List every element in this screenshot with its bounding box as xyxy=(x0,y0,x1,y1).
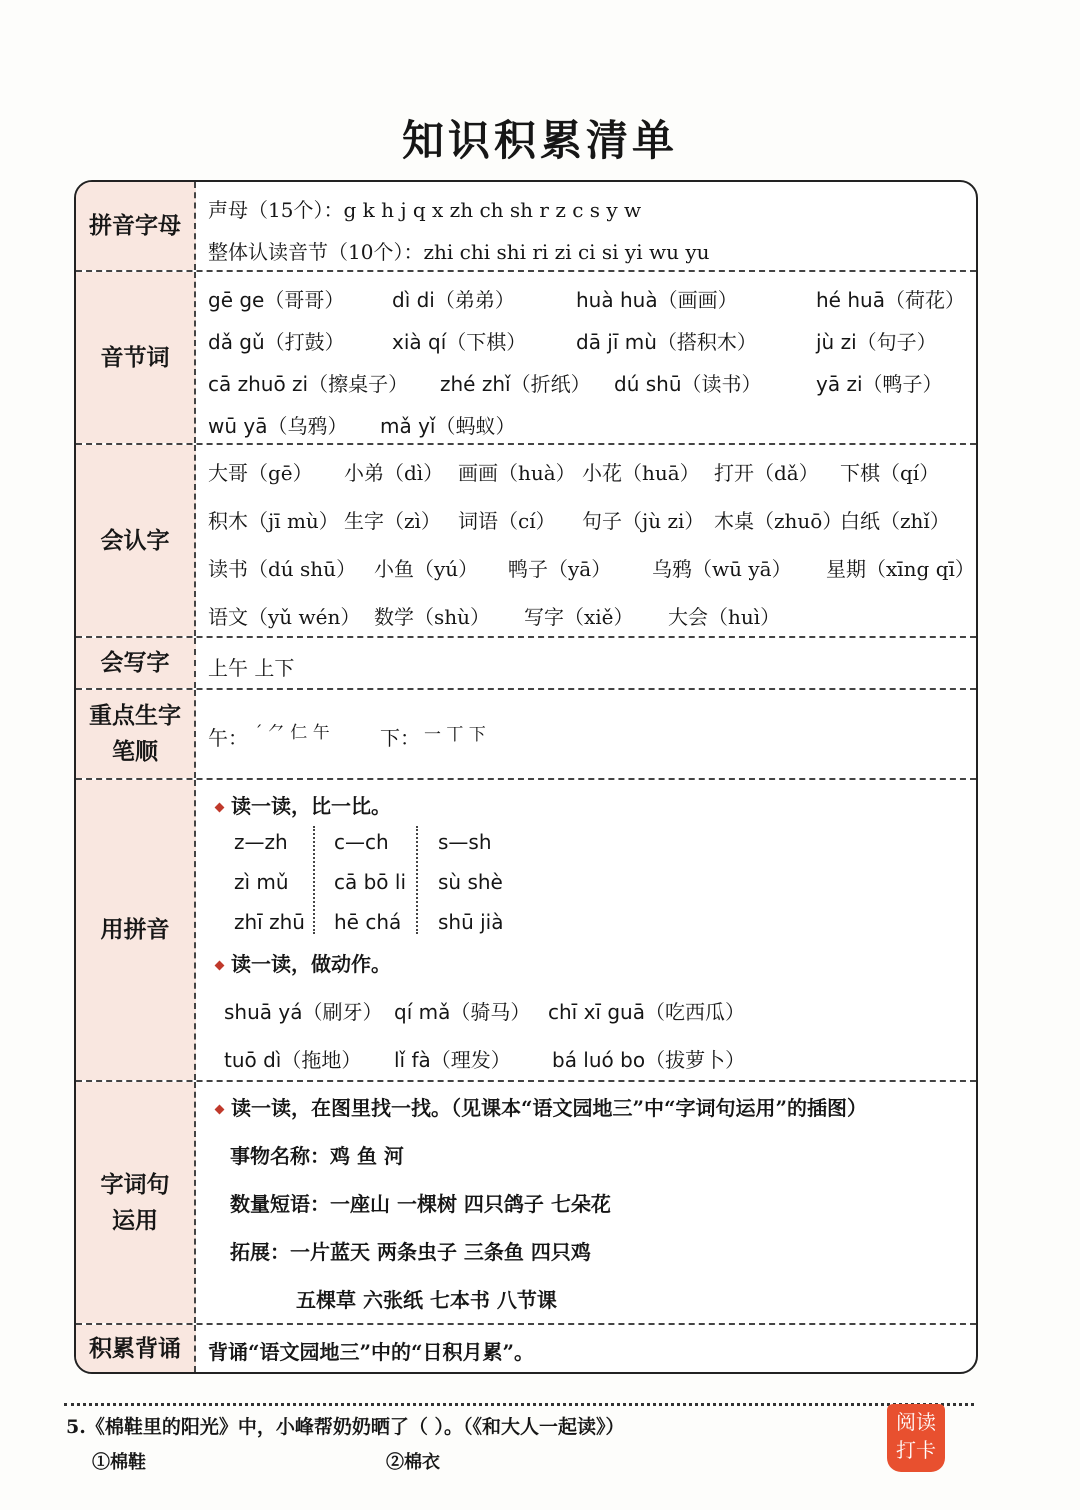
label-bishun: 重点生字 笔顺 xyxy=(76,690,196,778)
label-yinjieci: 音节词 xyxy=(76,272,196,443)
divider-dotted xyxy=(64,1403,974,1406)
yinjieci-item: cā zhuō zi（擦桌子） xyxy=(208,372,409,396)
wu-strokes: ˊ ⺈ 仁 午 xyxy=(254,723,330,743)
question-5: 5.《棉鞋里的阳光》中，小峰帮奶奶晒了（ ）。（《和大人一起读》） xyxy=(66,1416,625,1438)
label-yongpinyin: 用拼音 xyxy=(76,780,196,1080)
huirenzi-item: 白纸（zhǐ） xyxy=(840,509,950,533)
compare-word: shū jià xyxy=(438,910,504,934)
tuozhan-line2: 五棵草 六张纸 七本书 八节课 xyxy=(296,1288,557,1312)
huirenzi-item: 小花（huā） xyxy=(582,461,700,485)
huirenzi-item: 画画（huà） xyxy=(458,461,576,485)
huirenzi-item: 鸭子（yā） xyxy=(508,557,612,581)
row-beisong xyxy=(76,1325,976,1372)
compare-column-title: c—ch xyxy=(334,830,389,854)
heading-bibi: 读一读，比一比。 xyxy=(216,790,391,819)
compare-column-title: s—sh xyxy=(438,830,492,854)
row-huirenzi xyxy=(76,445,976,638)
zhengti-line: 整体认读音节（10个）：zhi chi shi ri zi ci si yi wu yu xyxy=(208,240,710,264)
huirenzi-item: 小鱼（yú） xyxy=(374,557,479,581)
action-item: lǐ fà（理发） xyxy=(394,1048,511,1072)
yinjieci-item: gē ge（哥哥） xyxy=(208,288,345,312)
yinjieci-item: dā jī mù（搭积木） xyxy=(576,330,757,354)
huirenzi-item: 数学（shù） xyxy=(374,605,491,629)
huirenzi-item: 乌鸦（wū yā） xyxy=(652,557,792,581)
yinjieci-item: dú shū（读书） xyxy=(614,372,762,396)
compare-word: zhī zhū xyxy=(234,910,305,934)
shiwu-mingcheng: 事物名称：鸡 鱼 河 xyxy=(230,1144,404,1168)
column-divider xyxy=(416,826,418,934)
xia-char: 下： xyxy=(380,726,420,750)
column-divider xyxy=(313,826,315,934)
huirenzi-item: 生字（zì） xyxy=(344,509,441,533)
option-1: ①棉鞋 xyxy=(92,1452,146,1473)
yinjieci-item: xià qí（下棋） xyxy=(392,330,527,354)
row-pinyin xyxy=(76,182,976,272)
yinjieci-item: yā zi（鸭子） xyxy=(816,372,943,396)
action-item: shuā yá（刷牙） xyxy=(224,1000,383,1024)
huirenzi-item: 星期（xīng qī） xyxy=(826,557,975,581)
huirenzi-item: 积木（jī mù） xyxy=(208,509,339,533)
label-ziciju: 字词句 运用 xyxy=(76,1082,196,1323)
beisong-text: 背诵“语文园地三”中的“日积月累”。 xyxy=(208,1340,535,1364)
yinjieci-item: jù zi（句子） xyxy=(816,330,937,354)
diamond-bullet-icon xyxy=(215,1105,225,1115)
huirenzi-item: 写字（xiě） xyxy=(524,605,634,629)
yinjieci-item: zhé zhǐ（折纸） xyxy=(440,372,591,396)
yinjieci-item: dǎ gǔ（打鼓） xyxy=(208,330,345,354)
row-yongpinyin xyxy=(76,780,976,1082)
row-yinjieci xyxy=(76,272,976,445)
diamond-bullet-icon xyxy=(215,803,225,813)
row-huixiezi xyxy=(76,638,976,690)
action-item: chī xī guā（吃西瓜） xyxy=(548,1000,745,1024)
row-ziciju xyxy=(76,1082,976,1325)
yinjieci-item: mǎ yǐ（蚂蚁） xyxy=(380,414,516,438)
yinjieci-item: hé huā（荷花） xyxy=(816,288,965,312)
xia-strokes: 一 丅 下 xyxy=(424,725,486,745)
compare-column-title: z—zh xyxy=(234,830,288,854)
action-item: tuō dì（拖地） xyxy=(224,1048,362,1072)
compare-word: zì mǔ xyxy=(234,870,289,894)
huirenzi-item: 小弟（dì） xyxy=(344,461,444,485)
compare-word: sù shè xyxy=(438,870,503,894)
huirenzi-item: 木桌（zhuō） xyxy=(714,509,843,533)
huirenzi-item: 大会（huì） xyxy=(668,605,781,629)
huirenzi-item: 语文（yǔ wén） xyxy=(208,605,361,629)
option-2: ②棉衣 xyxy=(386,1452,440,1473)
yinjieci-item: wū yā（乌鸦） xyxy=(208,414,348,438)
yinjieci-item: dì di（弟弟） xyxy=(392,288,515,312)
knowledge-table xyxy=(74,180,978,1374)
label-huixiezi: 会写字 xyxy=(76,638,196,688)
heading-dongzuo: 读一读，做动作。 xyxy=(216,948,391,977)
huirenzi-item: 下棋（qí） xyxy=(840,461,940,485)
huixiezi-text: 上午 上下 xyxy=(208,656,295,680)
huirenzi-item: 句子（jù zi） xyxy=(582,509,705,533)
wu-char: 午： xyxy=(208,726,248,750)
action-item: qí mǎ（骑马） xyxy=(394,1000,531,1024)
compare-word: cā bō li xyxy=(334,870,407,894)
label-pinyin: 拼音字母 xyxy=(76,182,196,270)
shengmu-line: 声母（15个）：g k h j q x zh ch sh r z c s y w xyxy=(208,198,642,222)
action-item: bá luó bo（拔萝卜） xyxy=(552,1048,746,1072)
reading-checkin-badge[interactable]: 阅读 打卡 xyxy=(887,1404,945,1472)
huirenzi-item: 读书（dú shū） xyxy=(208,557,357,581)
compare-word: hē chá xyxy=(334,910,402,934)
tuozhan-line1: 拓展：一片蓝天 两条虫子 三条鱼 四只鸡 xyxy=(230,1240,591,1264)
diamond-bullet-icon xyxy=(215,961,225,971)
huirenzi-item: 大哥（gē） xyxy=(208,461,313,485)
yinjieci-item: huà huà（画画） xyxy=(576,288,738,312)
page-title: 知识积累清单 xyxy=(401,116,678,165)
row-bishun xyxy=(76,690,976,780)
label-huirenzi: 会认字 xyxy=(76,445,196,636)
huirenzi-item: 词语（cí） xyxy=(458,509,556,533)
shuliang-duanyu: 数量短语：一座山 一棵树 四只鸽子 七朵花 xyxy=(230,1192,611,1216)
heading-zhaoyizhao: 读一读，在图里找一找。（见课本“语文园地三”中“字词句运用”的插图） xyxy=(216,1092,867,1121)
huirenzi-item: 打开（dǎ） xyxy=(714,461,819,485)
label-beisong: 积累背诵 xyxy=(76,1325,196,1372)
